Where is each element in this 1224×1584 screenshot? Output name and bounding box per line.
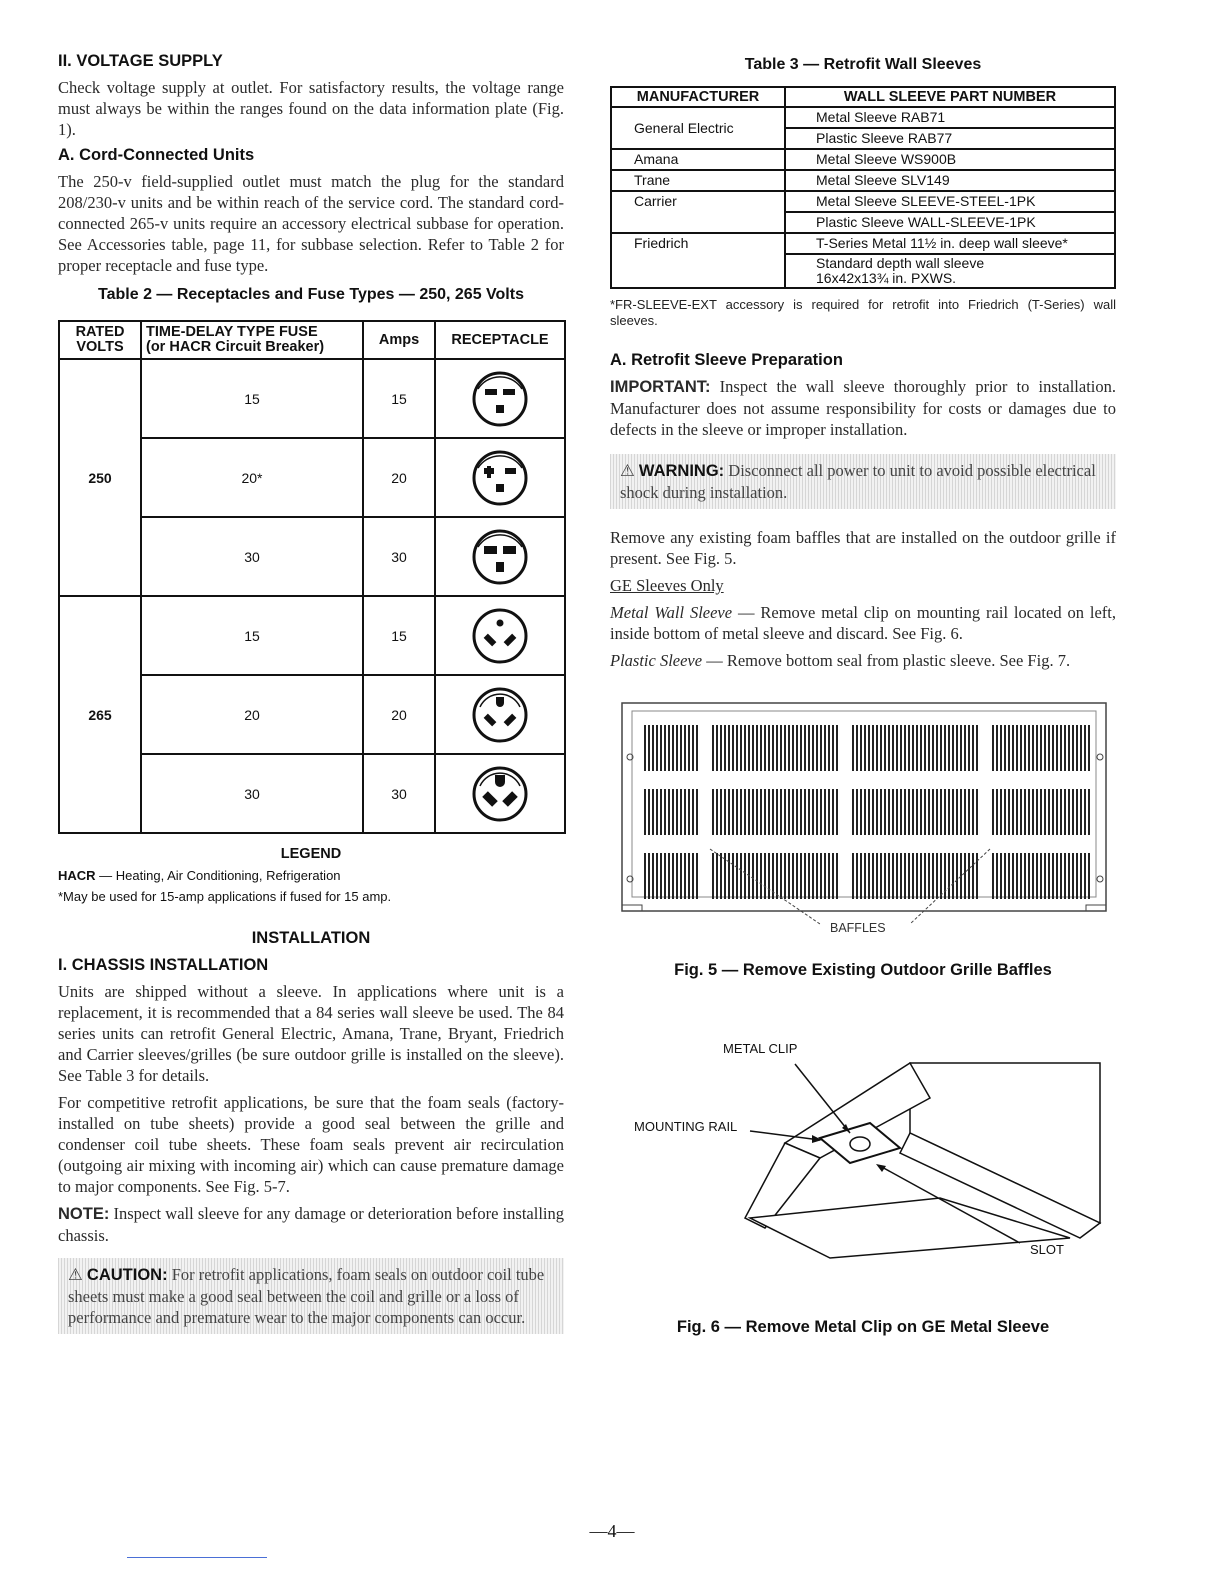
legend-note: *May be used for 15-amp applications if fused for 15 amp.	[58, 889, 392, 904]
part-cell: Metal Sleeve SLV149	[785, 170, 1115, 191]
page-number: —4—	[589, 1521, 635, 1541]
receptacles-table	[58, 320, 566, 834]
mfr-cell: Carrier	[611, 191, 785, 233]
rated-volts-header: RATED VOLTS	[59, 321, 141, 359]
amps-cell: 20	[363, 438, 435, 517]
table-row	[611, 170, 1115, 191]
receptacle-265-30-icon	[468, 762, 532, 826]
table3-footnote: *FR-SLEEVE-EXT accessory is required for retrofit into Friedrich (T-Series) wall sleeves.	[610, 297, 1116, 328]
receptacle-250-30-icon	[468, 525, 532, 589]
right-column	[610, 52, 1116, 1337]
fig5-caption: Fig. 5 — Remove Existing Outdoor Grille Baffles	[674, 961, 1052, 979]
voltage-supply-text: Check voltage supply at outlet. For satisfactory results, the voltage range must always be within the ranges found on the data information plate (Fig. 1).	[58, 78, 564, 139]
fuse-cell: 30	[141, 754, 363, 833]
table-row	[59, 596, 565, 675]
receptacle-265-15-icon	[468, 604, 532, 668]
warning-box: ⚠ WARNING: Disconnect all power to unit to avoid possible electrical shock during installation.	[610, 454, 1116, 509]
fuse-cell: 20	[141, 675, 363, 754]
receptacle-cell	[435, 359, 565, 438]
metal-clip-label: METAL CLIP	[723, 1041, 798, 1056]
part-number-header: WALL SLEEVE PART NUMBER	[785, 87, 1115, 107]
part-cell: Standard depth wall sleeve 16x42x13¾ in. PXWS.	[785, 254, 1115, 288]
footer-link-underline	[127, 1557, 267, 1558]
warning-icon: ⚠	[620, 461, 635, 480]
part-cell: Metal Sleeve WS900B	[785, 149, 1115, 170]
table2-legend	[58, 844, 564, 907]
receptacle-header: RECEPTACLE	[435, 321, 565, 359]
part-cell: Plastic Sleeve WALL-SLEEVE-1PK	[785, 212, 1115, 233]
important-paragraph: IMPORTANT: Inspect the wall sleeve thoroughly prior to installation. Manufacturer does not assume responsibility for costs or damages due to defects in the sleeve or improper installation.	[610, 377, 1116, 439]
legend-title: LEGEND	[280, 846, 342, 862]
table-row	[611, 191, 1115, 212]
baffles-label: BAFFLES	[830, 921, 886, 935]
retrofit-sleeves-table	[610, 86, 1116, 289]
receptacle-cell	[435, 596, 565, 675]
amps-cell: 15	[363, 596, 435, 675]
table-row	[611, 233, 1115, 254]
amps-cell: 15	[363, 359, 435, 438]
receptacle-cell	[435, 517, 565, 596]
amps-header: Amps	[363, 321, 435, 359]
part-cell: T-Series Metal 11½ in. deep wall sleeve*	[785, 233, 1115, 254]
left-column	[58, 52, 564, 1334]
mfr-cell: Amana	[611, 149, 785, 170]
receptacle-265-20-icon	[468, 683, 532, 747]
amps-cell: 30	[363, 517, 435, 596]
chassis-paragraph-2: For competitive retrofit applications, be sure that the foam seals (factory-installed on tube sheets) provide a good seal between the grille and condenser coil tube sheets. These foam seals prevent air recirculation (outgoing air mixing with incoming air) which can cause premature damage to major components. See Fig. 5-7.	[58, 1093, 564, 1196]
fuse-header: TIME-DELAY TYPE FUSE (or HACR Circuit Breaker)	[141, 321, 363, 359]
manufacturer-header: MANUFACTURER	[611, 87, 785, 107]
fig6-caption: Fig. 6 — Remove Metal Clip on GE Metal Sleeve	[676, 1318, 1050, 1336]
chassis-installation-heading: I. CHASSIS INSTALLATION	[58, 956, 269, 974]
outdoor-grille-illustration	[620, 699, 1110, 929]
amps-cell: 30	[363, 754, 435, 833]
fuse-cell: 20*	[141, 438, 363, 517]
slot-label: SLOT	[1030, 1242, 1064, 1257]
cord-connected-heading: A. Cord-Connected Units	[58, 146, 255, 164]
metal-sleeve-paragraph: Metal Wall Sleeve — Remove metal clip on mounting rail located on left, inside bottom of metal sleeve and discard. See Fig. 6.	[610, 603, 1116, 643]
table-row	[611, 149, 1115, 170]
mounting-rail-label: MOUNTING RAIL	[634, 1119, 738, 1134]
baffles-paragraph: Remove any existing foam baffles that are installed on the outdoor grille if present. See Fig. 5.	[610, 528, 1116, 568]
receptacle-cell	[435, 675, 565, 754]
fuse-cell: 30	[141, 517, 363, 596]
part-cell: Plastic Sleeve RAB77	[785, 128, 1115, 149]
mfr-cell: General Electric	[611, 107, 785, 149]
table3-caption: Table 3 — Retrofit Wall Sleeves	[744, 56, 982, 73]
metal-clip-illustration	[610, 1038, 1116, 1308]
caution-icon: ⚠	[68, 1265, 83, 1284]
table2-caption: Table 2 — Receptacles and Fuse Types — 250, 265 Volts	[98, 286, 524, 303]
table-row	[59, 359, 565, 438]
legend-hacr: HACR — Heating, Air Conditioning, Refrigeration	[58, 868, 341, 883]
cord-connected-text: The 250-v field-supplied outlet must match the plug for the standard 208/230-v units and be within reach of the service cord. The standard cord-connected 265-v units require an accessory electrical subbase for operation. See Accessories table, page 11, for subbase selection. Refer to Table 2 for proper receptacle and fuse type.	[58, 172, 564, 275]
part-cell: Metal Sleeve SLEEVE-STEEL-1PK	[785, 191, 1115, 212]
voltage-supply-heading: II. VOLTAGE SUPPLY	[58, 52, 223, 70]
retrofit-prep-heading: A. Retrofit Sleeve Preparation	[610, 351, 843, 369]
caution-box: ⚠ CAUTION: For retrofit applications, foam seals on outdoor coil tube sheets must make a good seal between the coil and grille or a loss of performance and premature wear to the major components can occur.	[58, 1258, 564, 1334]
amps-cell: 20	[363, 675, 435, 754]
fuse-cell: 15	[141, 596, 363, 675]
volts-250: 250	[59, 359, 141, 596]
receptacle-cell	[435, 754, 565, 833]
receptacle-250-20-icon	[468, 446, 532, 510]
note-paragraph: NOTE: Inspect wall sleeve for any damage or deterioration before installing chassis.	[58, 1204, 564, 1245]
receptacle-250-15-icon	[468, 367, 532, 431]
mfr-cell: Friedrich	[611, 233, 785, 288]
fig6-drawing	[610, 1038, 1116, 1308]
chassis-paragraph-1: Units are shipped without a sleeve. In applications where unit is a replacement, it is recommended that a 84 series wall sleeve be used. The 84 series units can retrofit General Electric, Amana, Trane, Bryant, Friedrich and Carrier sleeves/grilles (be sure outdoor grille is installed on the sleeve). See Table 3 for details.	[58, 982, 564, 1085]
table-header-row	[611, 87, 1115, 107]
ge-sleeves-only: GE Sleeves Only	[610, 576, 724, 595]
table-header-row	[59, 321, 565, 359]
mfr-cell: Trane	[611, 170, 785, 191]
table-row	[611, 107, 1115, 128]
installation-heading: INSTALLATION	[251, 929, 371, 947]
part-cell: Metal Sleeve RAB71	[785, 107, 1115, 128]
volts-265: 265	[59, 596, 141, 833]
fuse-cell: 15	[141, 359, 363, 438]
plastic-sleeve-paragraph: Plastic Sleeve — Remove bottom seal from plastic sleeve. See Fig. 7.	[610, 651, 1071, 670]
fig5-grille-drawing	[620, 699, 1110, 939]
receptacle-cell	[435, 438, 565, 517]
